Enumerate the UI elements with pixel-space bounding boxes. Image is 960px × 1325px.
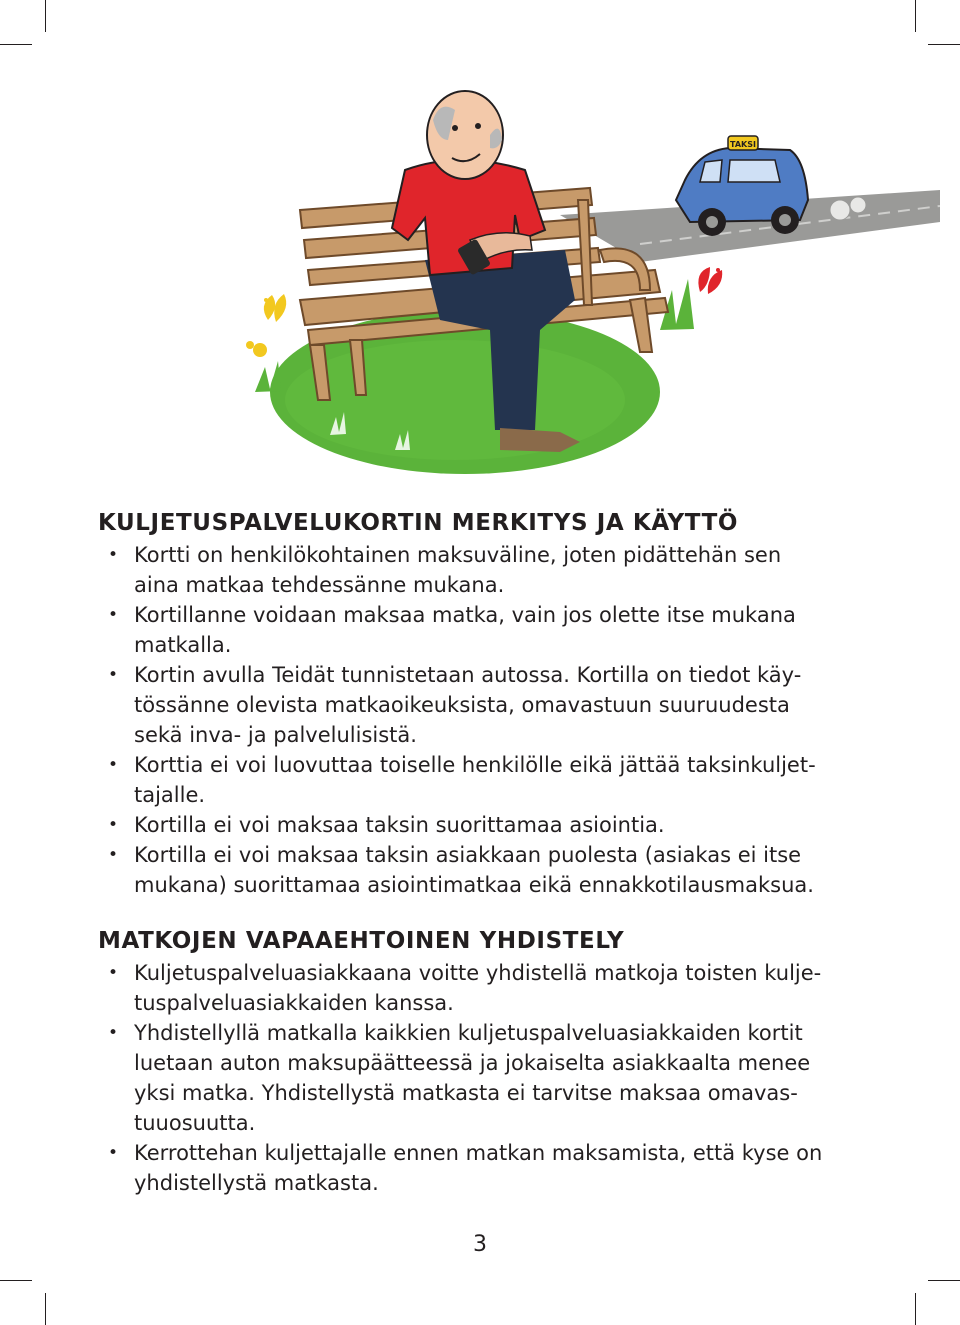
man-on-bench-with-taxi-illustration [230, 90, 940, 490]
crop-mark-top-right-h [928, 44, 960, 45]
crop-mark-bottom-right-v [915, 1293, 916, 1325]
bullet-icon: • [108, 605, 119, 625]
red-flower-icon [698, 267, 722, 294]
bullet-icon: • [108, 755, 119, 775]
crop-mark-top-left-v [45, 0, 46, 32]
crop-mark-bottom-right-h [928, 1280, 960, 1281]
bullet-list-card-usage [98, 540, 868, 900]
section-title-combined-trips: MATKOJEN VAPAAEHTOINEN YHDISTELY [98, 928, 625, 954]
bullet-list-combined-trips [98, 958, 868, 1198]
list-item: • Kortilla ei voi maksaa taksin asiakkaan puolesta (asiakas ei itse mukana) suorittamaa asiointimatkaa eikä ennakkotilausmaksua. [98, 840, 868, 900]
list-item: • Korttia ei voi luovuttaa toiselle henkilölle eikä jättää taksinkuljet- tajalle. [98, 750, 868, 810]
crop-mark-bottom-left-h [0, 1280, 32, 1281]
bullet-icon: • [108, 1023, 119, 1043]
bullet-icon: • [108, 963, 119, 983]
crop-mark-bottom-left-v [45, 1293, 46, 1325]
list-item: • Kuljetuspalveluasiakkaana voitte yhdistellä matkoja toisten kulje- tuspalveluasiakkaiden kanssa. [98, 958, 868, 1018]
bullet-icon: • [108, 1143, 119, 1163]
taxi-sign-text: TAKSI [730, 140, 756, 149]
page-number: 3 [473, 1232, 487, 1257]
bullet-icon: • [108, 545, 119, 565]
list-item: • Yhdistellyllä matkalla kaikkien kuljetuspalveluasiakkaiden kortit luetaan auton maksupäätteessä ja jokaiselta asiakkaalta menee yksi matka. Yhdistellystä matkasta ei tarvitse maksaa omavas- tuuosuutta. [98, 1018, 868, 1138]
crop-mark-top-right-v [915, 0, 916, 32]
bullet-icon: • [108, 665, 119, 685]
section-title-card-usage: KULJETUSPALVELUKORTIN MERKITYS JA KÄYTTÖ [98, 510, 739, 536]
list-item: • Kortti on henkilökohtainen maksuväline, joten pidättehän sen aina matkaa tehdessänne mukana. [98, 540, 868, 600]
list-item: • Kortilla ei voi maksaa taksin suorittamaa asiointia. [98, 810, 868, 840]
list-item: • Kerrottehan kuljettajalle ennen matkan maksamista, että kyse on yhdistellystä matkasta. [98, 1138, 868, 1198]
yellow-flower-icon [246, 294, 286, 357]
bullet-icon: • [108, 815, 119, 835]
crop-mark-top-left-h [0, 44, 32, 45]
bullet-icon: • [108, 845, 119, 865]
list-item: • Kortin avulla Teidät tunnistetaan autossa. Kortilla on tiedot käy- tössänne olevista matkaoikeuksista, omavastuun suuruudesta sekä inva- ja palvelulisistä. [98, 660, 868, 750]
list-item: • Kortillanne voidaan maksaa matka, vain jos olette itse mukana matkalla. [98, 600, 868, 660]
